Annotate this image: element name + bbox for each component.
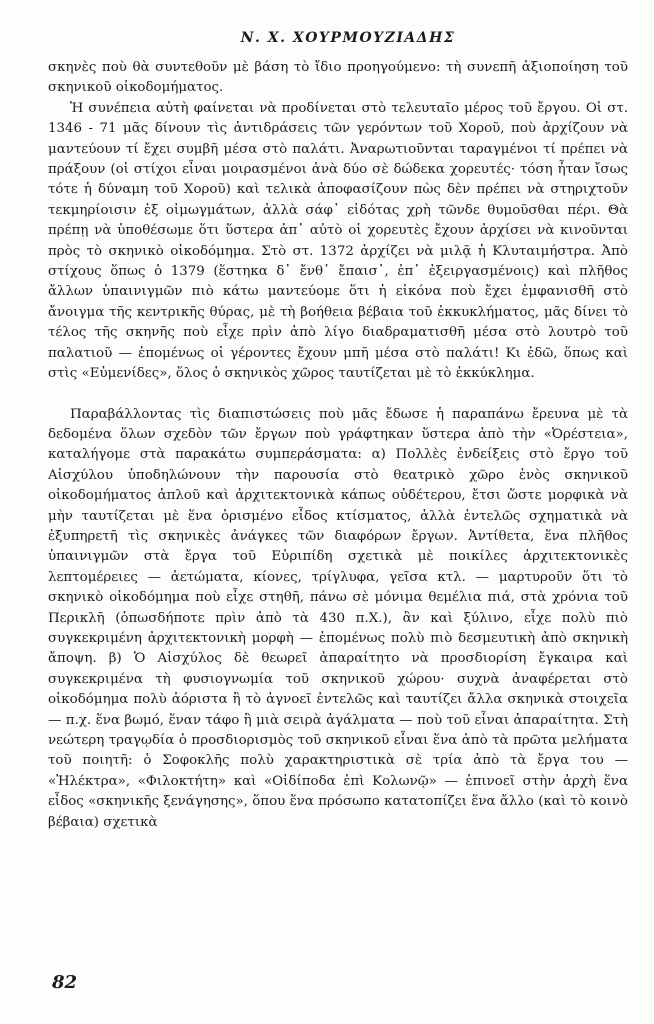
paragraph-continuation: σκηνὲς ποὺ θὰ συντεθοῦν μὲ βάση τὸ ἴδιο προηγούμενο: τὴ συνεπῆ ἀξιοποίηση τοῦ σκηνικοῦ οἰκοδομήματος. bbox=[48, 60, 628, 96]
page-number: 82 bbox=[52, 972, 78, 993]
running-head: Ν. Χ. ΧΟΥΡΜΟΥΖΙΑΔΗΣ bbox=[240, 30, 456, 46]
section-gap bbox=[48, 385, 628, 405]
paragraph-conclusions: Παραβάλλοντας τὶς διαπιστώσεις ποὺ μᾶς ἔδωσε ἡ παραπάνω ἔρευνα μὲ τὰ δεδομένα ὅλων σχεδὸν τῶν ἔργων ποὺ γράφτηκαν ὕστερα ἀπὸ τὴν «Ὀρέστεια», καταλήγομε στὰ παρακάτω συμπεράσματα: α) Πολλὲς ἐνδείξεις στὸ ἔργο τοῦ Αἰσχύλου ὑποδηλώνουν τὴν παρουσία στὸ θεατρικὸ χῶρο ἑνὸς σκηνικοῦ οἰκοδομήματος ἁπλοῦ καὶ ἀρχιτεκτονικὰ κάπως οὐδέτερου, ἔτσι ὥστε μορφικὰ νὰ μὴν ταυτίζεται μὲ ἕνα ὁρισμένο εἶδος κτίσματος, ἀλλὰ ἐντελῶς σχηματικὰ νὰ ἐξυπηρετῆ τὶς σκηνικὲς ἀνάγκες τῶν διαφόρων ἔργων. Ἀντίθετα, ἕνα πλῆθος ὑπαινιγμῶν στὰ ἔργα τοῦ Εὐριπίδη σχετικὰ μὲ ποικίλες ἀρχιτεκτονικὲς λεπτομέρειες — ἀετώματα, κίονες, τρίγλυφα, γεῖσα κτλ. — μαρτυροῦν ὅτι τὸ σκηνικὸ οἰκοδόμημα ποὺ εἶχε στηθῆ, πάνω σὲ μόνιμα θεμέλια πιά, στὰ χρόνια τοῦ Περικλῆ (ὁπωσδήποτε πρὶν ἀπὸ τὰ 430 π.Χ.), ἂν καὶ ξύλινο, εἶχε πολὺ πιὸ συγκεκριμένη ἀρχιτεκτονικὴ μορφὴ — ἑπομένως πολὺ πιὸ δεσμευτικὴ ἀπὸ σκηνικὴ ἄποψη. β) Ὁ Αἰσχύλος δὲ θεωρεῖ ἀπαραίτητο νὰ προσδιορίση ἔγκαιρα καὶ συγκεκριμένα τὴ φυσιογνωμία τοῦ σκηνικοῦ χώρου· συχνὰ ἀναφέρεται στὸ οἰκοδόμημα πολὺ ἀόριστα ἢ τὸ ἀγνοεῖ ἐντελῶς καὶ ταυτίζει ἄλλα σκηνικὰ στοιχεῖα — π.χ. ἕνα βωμό, ἕναν τάφο ἢ μιὰ σειρὰ ἀγάλματα — ποὺ τοῦ εἶναι ἀπαραίτητα. Στὴ νεώτερη τραγῳδία ὁ προσδιορισμὸς τοῦ σκηνικοῦ εἶναι ἕνα ἀπὸ τὰ πρῶτα μελήματα τοῦ ποιητῆ: ὁ Σοφοκλῆς πολὺ χαρακτηριστικὰ σὲ τρία ἀπὸ τὰ ἔργα του — «Ἠλέκτρα», «Φιλοκτήτη» καὶ «Οἰδίποδα ἐπὶ Κολωνῷ» — ἐπινοεῖ στὴν ἀρχὴ ἕνα εἶδος «σκηνικῆς ξενάγησης», ὅπου ἕνα πρόσωπο κατατοπίζει ἕνα ἄλλο (καὶ τὸ κοινὸ βέβαια) σχετικὰ bbox=[48, 406, 628, 830]
paragraph-agamemnon-ending: Ἡ συνέπεια αὐτὴ φαίνεται νὰ προδίνεται στὸ τελευταῖο μέρος τοῦ ἔργου. Οἱ στ. 1346 - 71 μᾶς δίνουν τὶς ἀντιδράσεις τῶν γερόντων τοῦ Χοροῦ, ποὺ ἀρχίζουν νὰ μαντεύουν τί ἔχει συμβῆ μέσα στὸ παλάτι. Ἀναρωτιοῦνται ταραγμένοι τί πρέπει νὰ πράξουν (οἱ στίχοι εἶναι μοιρασμένοι ἀνὰ δύο σὲ δώδεκα χορευτές· τόση ἦταν ἴσως τότε ἡ δύναμη τοῦ Χοροῦ) καὶ τελικὰ ἀποφασίζουν πὼς δὲν πρέπει νὰ στηριχτοῦν τεκμηρίοισιν ἐξ οἰμωγμάτων, ἀλλὰ σάφ᾿ εἰδότας χρὴ τῶνδε θυμοῦσθαι πέρι. Θὰ πρέπῃ νὰ ὑποθέσωμε ὅτι ὕστερα ἀπ᾿ αὐτὸ οἱ χορευτὲς ἔχουν ἀρχίσει νὰ κινοῦνται πρὸς τὸ σκηνικὸ οἰκοδόμημα. Στὸ στ. 1372 ἀρχίζει νὰ μιλᾷ ἡ Κλυταιμήστρα. Ἀπὸ στίχους ὅπως ὁ 1379 (ἕστηκα δ᾿ ἔνθ᾿ ἔπαισ᾿, ἐπ᾿ ἐξειργασμένοις) καὶ πλῆθος ἄλλων ὑπαινιγμῶν πιὸ κάτω μαντεύομε ὅτι ἡ εἰκόνα ποὺ ἔχει ἐμφανισθῆ στὸ ἄνοιγμα τῆς κεντρικῆς θύρας, μὲ τὴ βοήθεια βέβαια τοῦ ἐκκυκλήματος, μᾶς δίνει τὸ τέλος τῆς σκηνῆς ποὺ εἶχε πρὶν ἀπὸ λίγο διαδραματισθῆ μέσα στὸ λουτρὸ τοῦ παλατιοῦ — ἑπομένως οἱ γέροντες ἔχουν μπῆ μέσα στὸ παλάτι! Κι ἐδῶ, ὅπως καὶ στὶς «Εὐμενίδες», ὅλος ὁ σκηνικὸς χῶρος ταυτίζεται μὲ τὸ ἐκκύκλημα. bbox=[48, 100, 628, 382]
